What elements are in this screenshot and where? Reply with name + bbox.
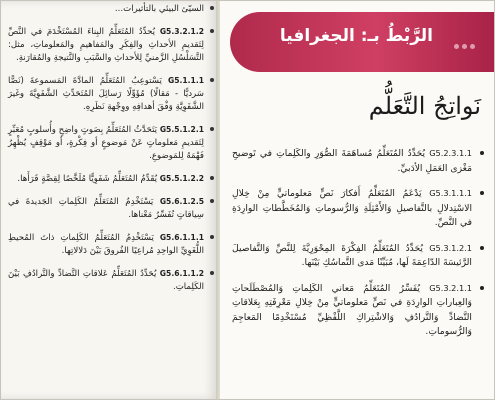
bullet-icon — [480, 246, 484, 250]
outcome-code: G5.1.1.1 — [167, 76, 204, 85]
list-item — [8, 74, 214, 114]
list-item — [8, 172, 214, 186]
outcome-text — [8, 231, 204, 258]
outcome-code: G5.2.3.1.1 — [429, 148, 472, 158]
outcome-description: يُحَدِّدُ المُتَعَلِّمُ مُساهَمَةَ الصُّوَرِ والكَلِماتِ في تَوضيحِ مَغْزى العَمَلِ الأدَبيِّ. — [232, 148, 472, 174]
outcome-description: يُحَدِّدُ المُتَعَلِّمُ الفِكْرَةَ المِحْوَرِيَّةَ لِلنَّصِّ وَالتَّفاصيلَ الرَّئيسَةَ الدّاعِمَةَ لَها، مُبَيِّنًا مَدى التَّماسُكِ بَيْنَها. — [232, 242, 472, 268]
outcome-code: G5.3.1.2.1 — [429, 242, 473, 253]
outcome-text — [232, 241, 472, 271]
outcome-code: G5.3.2.1.2 — [159, 27, 205, 36]
outcome-description: يُحدِّدُ المُتَعَلِّمُ البِناءَ المُسْتَخْدَمَ في النَّصِّ لِتَقديمِ الأحداثِ والفِكَرِ والمَفاهيمِ والمَعلوماتِ، مثل: التَّسَلْسُلِ الزَّمنيِّ لِلأحداثِ والسَّبَبِ والنَّتيجةِ والمُقارَنةِ. — [8, 27, 204, 63]
list-item — [8, 25, 214, 65]
right-page — [220, 0, 495, 400]
bullet-icon — [480, 191, 484, 195]
outcome-text — [8, 25, 204, 65]
right-outcomes-list — [232, 146, 484, 350]
left-outcomes-list — [8, 2, 214, 303]
left-page — [0, 0, 218, 400]
bullet-icon — [480, 151, 484, 155]
list-item — [8, 123, 214, 163]
outcome-description: يُقَدِّمُ المُتَعَلِّمُ شَفَوِيًّا مُلَخَّصًا لِقِصَّةٍ قَرَأَها. — [17, 174, 158, 184]
bullet-icon — [210, 29, 214, 33]
list-item — [232, 281, 484, 340]
bullet-icon — [210, 6, 214, 10]
outcome-text — [8, 74, 204, 114]
list-item — [8, 267, 214, 294]
list-item — [232, 146, 484, 176]
list-item — [8, 231, 214, 258]
outcome-description: يَتَحَدَّثُ المُتَعَلِّمُ بِصَوتٍ واضِحٍ وأُسلوبٍ مُعَبِّرٍ لِتَقديمِ مَعلوماتٍ عَنْ مَوضوعٍ أو فِكْرةٍ، أو مَوْقِفٍ يُظْهِرُ فَهْمَهُ لِلمَوضوعِ. — [8, 125, 204, 161]
outcome-code: G5.6.1.1.2 — [159, 269, 204, 278]
bullet-icon — [210, 176, 214, 180]
outcome-code: G5.6.1.1.1 — [159, 233, 205, 242]
list-item — [8, 2, 214, 16]
outcome-description: يَسْتوعِبُ المُتَعَلِّمُ المادَّةَ المَسموعةَ (نَصًّا سَرديًّا - مَقالًا) مُؤَوِّلًا رَسائِلَ المُتَحَدِّثِ الشَّفَوِيَّةَ وغَيرَ الشَّفَوِيَّةِ وَفْقَ أهدافِهِ ووِجْهةِ نَظَرِهِ. — [8, 76, 204, 112]
outcome-code: G5.5.1.2.2 — [159, 174, 204, 183]
outcome-description: يَسْتَخْدِمُ المُتَعَلِّمُ الكَلِماتِ ذاتَ المُحيطِ اللُّغَوِيِّ الواحِدِ مُراعِيًا الفُروقَ بَيْنَ دَلالاتِها. — [8, 233, 204, 256]
decorative-dots-icon — [451, 34, 481, 50]
outcome-text — [8, 267, 204, 294]
outcome-text — [232, 186, 472, 231]
outcome-text — [8, 172, 204, 186]
bullet-icon — [210, 127, 214, 131]
outcome-text — [232, 146, 472, 176]
bullet-icon — [480, 286, 484, 290]
list-item — [8, 195, 214, 222]
bullet-icon — [210, 235, 214, 239]
outcome-description: يَسْتَخْدِمُ المُتَعَلِّمُ الكَلِماتِ الجَديدةَ في سِياقاتٍ تُفَسِّرُ مَعْناها. — [8, 197, 204, 220]
outcome-code: G5.3.1.1.1 — [429, 188, 473, 198]
outcome-text — [8, 2, 204, 16]
section-banner — [230, 12, 495, 72]
outcome-text — [8, 195, 204, 222]
bullet-icon — [210, 271, 214, 275]
bullet-icon — [210, 78, 214, 82]
outcome-description: السيّئ البيئي بالتأثيرات... — [114, 4, 204, 14]
bullet-icon — [210, 199, 214, 203]
outcome-code: G5.6.1.2.5 — [159, 197, 205, 206]
outcome-text — [8, 123, 204, 163]
outcome-description: يَدْعَمُ المُتَعَلِّمُ أَفكارَ نَصٍّ مَعلوماتيٍّ مِنْ خِلالِ الاسْتِدلالِ بالتَّفاصيلِ وَالأَمْثِلَةِ وَالرُّسوماتِ وَالمُخَطَّطاتِ الوارِدَةِ في النَّصِّ. — [232, 188, 472, 228]
banner-title: الرَّبْطُ بـ: الجغرافيا — [279, 26, 433, 46]
page-heading: نَواتِجُ التَّعَلُّم — [368, 92, 481, 120]
list-item — [232, 186, 484, 231]
outcome-description: يُفَسِّرُ المُتَعَلِّمُ مَعاني الكَلِماتِ وَالمُصْطَلَحاتِ وَالعِباراتِ الوارِدَةِ في نَصٍّ مَعلوماتيٍّ مِنْ خِلالِ مَعْرِفَتِهِ بِعَلاقاتِ التَّضادِّ وَالتَّرادُفِ وَالاشْتِراكِ اللَّفْظِيِّ مُسْتَخْدِمًا المَعاجِمَ وَالرُّسوماتِ. — [232, 282, 472, 337]
list-item — [232, 241, 484, 271]
outcome-description: يُحَدِّدُ المُتَعَلِّمُ عَلاقاتِ التَّضادِّ والتَّرادُفِ بَيْنَ الكَلِماتِ. — [8, 269, 204, 292]
outcome-code: G5.3.2.1.1 — [429, 282, 473, 293]
outcome-code: G5.5.1.2.1 — [159, 125, 205, 134]
outcome-text — [232, 281, 472, 340]
